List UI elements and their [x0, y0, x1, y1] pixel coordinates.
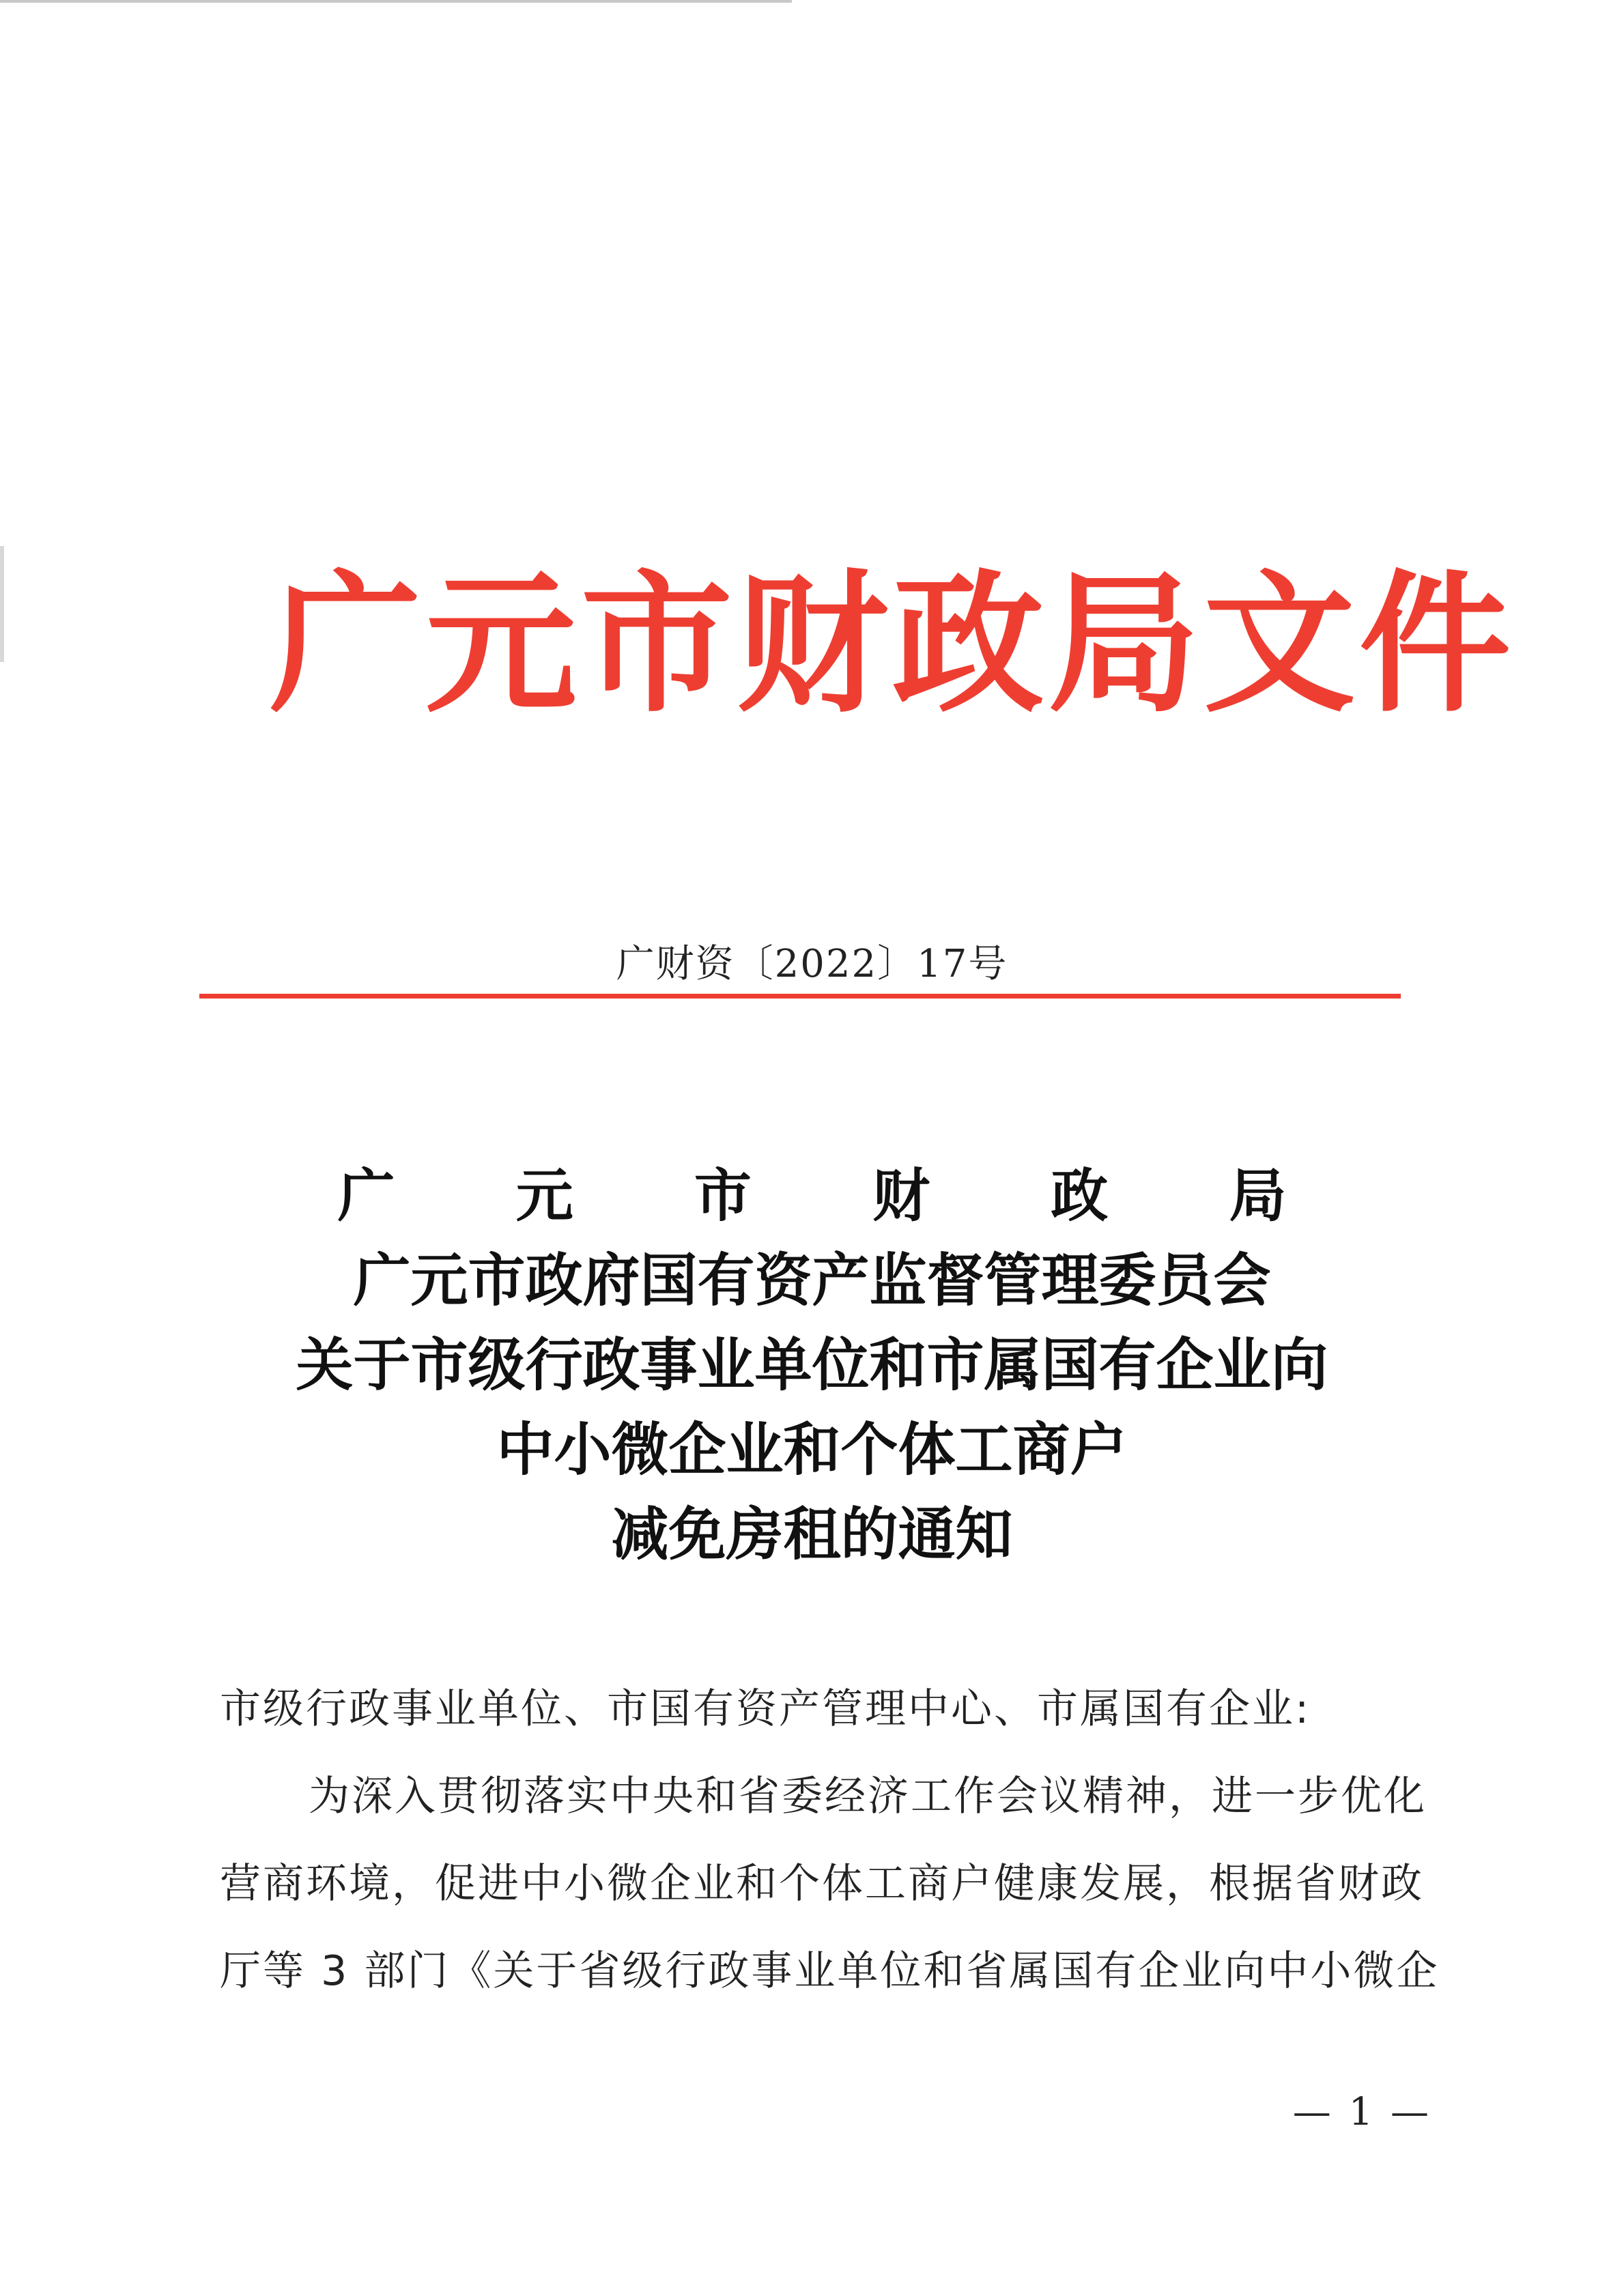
- title-char: 元: [515, 1162, 573, 1229]
- title-char: 政: [1051, 1162, 1109, 1229]
- title-line-issuer-2: 广元市政府国有资产监督管理委员会: [353, 1246, 1271, 1314]
- title-line-subject-3: 减免房租的通知: [611, 1500, 1013, 1568]
- title-char: 市: [694, 1162, 752, 1229]
- addressee-line: 市级行政事业单位、市国有资产管理中心、市属国有企业:: [220, 1685, 1311, 1733]
- title-line-subject-1: 关于市级行政事业单位和市属国有企业向: [296, 1331, 1328, 1398]
- masthead-title: 广元市财政局文件: [270, 557, 1515, 733]
- page-number: — 1 —: [1292, 2090, 1431, 2134]
- title-char: 广: [337, 1162, 395, 1229]
- body-line: 营商环境，促进中小微企业和个体工商户健康发展，根据省财政: [220, 1860, 1424, 1908]
- title-char: 财: [872, 1162, 930, 1229]
- body-line: 厅等 3 部门《关于省级行政事业单位和省属国有企业向中小微企: [220, 1947, 1440, 1995]
- scan-edge-top: [0, 0, 792, 3]
- title-line-issuer-1: [338, 1153, 1287, 1238]
- red-divider-line: [199, 994, 1401, 999]
- notice-body: [220, 1665, 1442, 2015]
- title-line-subject-2: 中小微企业和个体工商户: [496, 1416, 1128, 1483]
- title-char: 局: [1229, 1162, 1287, 1229]
- notice-title: [0, 1153, 1624, 1577]
- document-number: 广财资〔2022〕17号: [616, 942, 1008, 986]
- scan-edge-left: [0, 546, 4, 662]
- body-line: 为深入贯彻落实中央和省委经济工作会议精神，进一步优化: [309, 1773, 1427, 1820]
